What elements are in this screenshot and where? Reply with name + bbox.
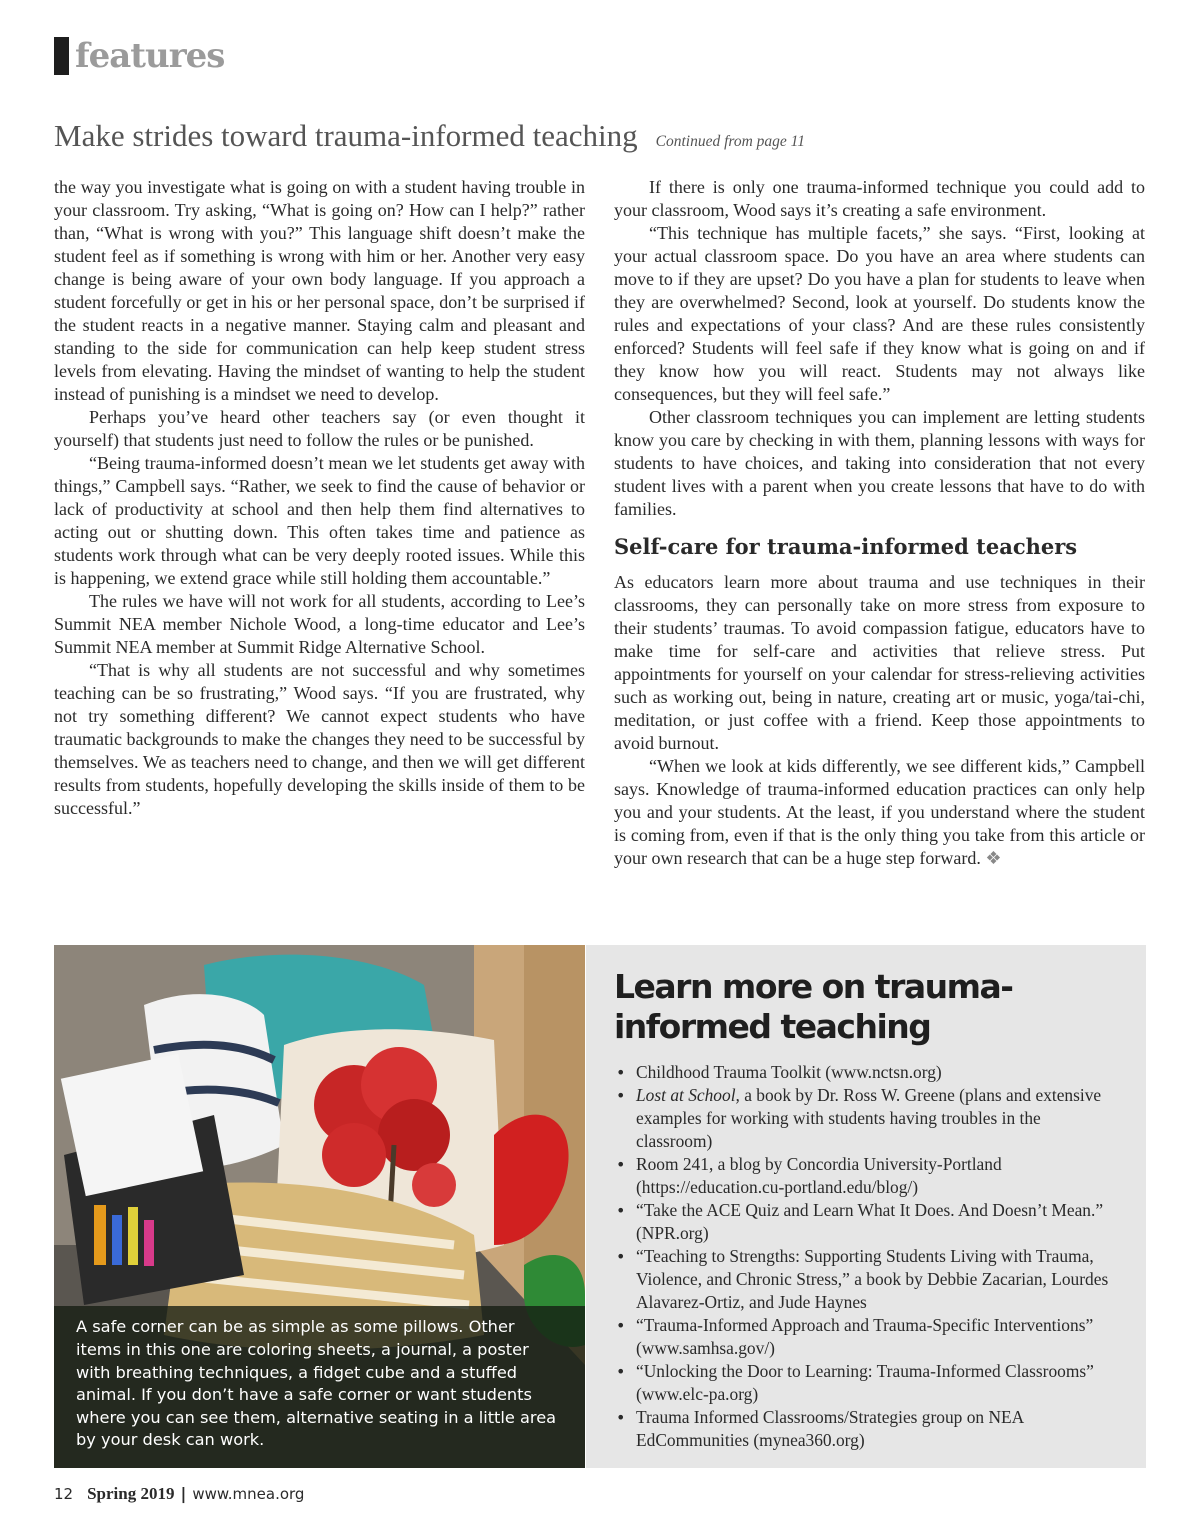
paragraph: If there is only one trauma-informed technique you could add to your classroom, Wood says it’s creating a safe environment. [614,177,1145,220]
continued-note: Continued from page 11 [655,133,806,150]
resource-text: “Trauma-Informed Approach and Trauma-Specific Interventions” (www.samhsa.gov/) [636,1315,1094,1358]
paragraph: Other classroom techniques you can implement are letting students know you care by checking in with them, planning lessons with ways for students to have choices, and taking into consideration that not every student lives with a parent when you create lessons that have to do with families. [614,407,1145,519]
resource-text: a book by Dr. Ross W. Greene (plans and extensive examples for working with students having troubles in the classroom) [636,1085,1102,1151]
resource-text: Childhood Trauma Toolkit (www.nctsn.org) [636,1062,942,1082]
article-title: Make strides toward trauma-informed teaching [54,118,638,153]
footer-separator: | [180,1484,187,1503]
paragraph: the way you investigate what is going on with a student having trouble in your classroom. Try asking, “What is going on? How can I help?” rather than, “What is wrong with you?” This language shift doesn’t make the student feel as if something is wrong with him or her. Another very easy change is being aware of your own body language. If you approach a student forcefully or get in his or her personal space, don’t be surprised if the student reacts in a negative manner. Staying calm and pleasant and standing to the side for communication can help keep student stress levels from elevating. Having the mindset of wanting to help the student instead of punishing is a mindset we need to develop. [54,177,585,404]
resources-sidebar [586,945,1146,1468]
resource-text: “Unlocking the Door to Learning: Trauma-Informed Classrooms” (www.elc-pa.org) [636,1361,1094,1404]
section-tag [54,36,224,76]
page-number: 12 [54,1485,74,1503]
paragraph: “That is why all students are not successful and why sometimes teaching can be so frustrating,” Wood says. “If you are frustrated, why not try something different? We cannot expect students who have traumatic backgrounds to make the changes they need to be successful by themselves. We as teachers need to change, and then we will get different results from students, hopefully developing the skills inside of them to be successful.” [54,660,585,818]
article-headline [54,118,1154,154]
sidebar-title: Learn more on trauma-informed teaching [614,967,1013,1046]
list-item [614,1406,1116,1452]
list-item [614,1084,1116,1153]
subhead: Self-care for trauma-informed teachers [614,534,1078,559]
list-item [614,1360,1116,1406]
end-mark-icon: ❖ [985,848,1002,868]
resource-list [614,1061,1116,1452]
list-item [614,1061,1116,1084]
section-label: features [75,36,225,76]
right-column [614,176,1145,870]
list-item [614,1314,1116,1360]
site-url: www.mnea.org [192,1485,305,1503]
list-item [614,1245,1116,1314]
paragraph: As educators learn more about trauma and use techniques in their classrooms, they can personally take on more stress from exposure to their students’ traumas. To avoid compassion fatigue, educators have to make time for self-care and activities that relieve stress. Put appointments for yourself on your calendar for stress-relieving activities such as working out, being in nature, creating art or music, yoga/tai-chi, meditation, or just coffee with a friend. Keep those appointments to avoid burnout. [614,572,1145,753]
section-tag-bar [54,37,69,75]
resource-text: “Take the ACE Quiz and Learn What It Does. And Doesn’t Mean.” (NPR.org) [636,1200,1104,1243]
paragraph: Perhaps you’ve heard other teachers say (or even thought it yourself) that students just need to follow the rules or be punished. [54,407,585,450]
list-item [614,1153,1116,1199]
issue-label: Spring 2019 [87,1484,175,1503]
paragraph: The rules we have will not work for all students, according to Lee’s Summit NEA member Nichole Wood, a long-time educator and Lee’s Summit NEA member at Summit Ridge Alternative School. [54,591,585,657]
paragraph-text: “When we look at kids differently, we see different kids,” Campbell says. Knowledge of trauma-informed education practices can only help you and your students. At the least, if you understand where the student is coming from, even if that is the only thing you take from this article or your own research that can be a huge step forward. [614,756,1145,868]
list-item [614,1199,1116,1245]
paragraph [614,755,1145,870]
resource-text: Room 241, a blog by Concordia University-Portland (https://education.cu-portland.edu/blog/) [636,1154,1002,1197]
left-column [54,176,585,820]
resource-text: Trauma Informed Classrooms/Strategies group on NEA EdCommunities (mynea360.org) [636,1407,1024,1450]
resource-text: “Teaching to Strengths: Supporting Students Living with Trauma, Violence, and Chronic Stress,” a book by Debbie Zacarian, Lourdes Alavarez-Ortiz, and Jude Haynes [636,1246,1109,1312]
page-footer [54,1484,304,1504]
resource-italic: Lost at School, [636,1085,740,1105]
paragraph: “This technique has multiple facets,” she says. “First, looking at your actual classroom space. Do you have an area where students can move to if they are upset? Do you have a plan for students to leave when they are overwhelmed? Second, look at yourself. Do students know the rules and expectations of your class? And are these rules consistently enforced? Students will feel safe if they know what is going on and if they know how you will react. Students may not always like consequences, but they will feel safe.” [614,223,1145,404]
photo-caption: A safe corner can be as simple as some pillows. Other items in this one are coloring sheets, a journal, a poster with breathing techniques, a fidget cube and a stuffed animal. If you don’t have a safe corner or want students where you can see them, alternative seating in a little area by your desk can work. [54,1306,585,1468]
safe-corner-photo [54,945,585,1468]
paragraph: “Being trauma-informed doesn’t mean we let students get away with things,” Campbell says. “Rather, we seek to find the cause of behavior or lack of productivity at school and then help them find alternatives to acting out or shutting down. This often takes time and patience as students work through what can be very deeply rooted issues. While this is happening, we extend grace while still holding them accountable.” [54,453,585,588]
